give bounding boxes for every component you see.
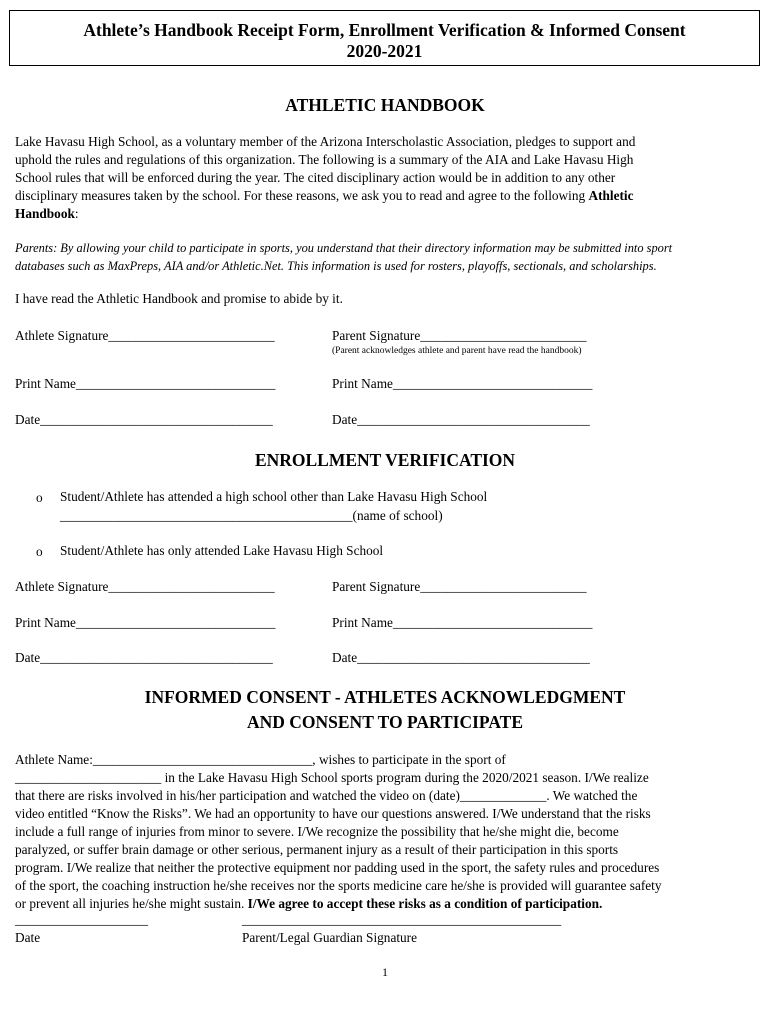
consent-heading: INFORMED CONSENT - ATHLETES ACKNOWLEDGMENT <box>144 687 626 707</box>
consent-date-field[interactable]: ____________________ <box>15 912 148 927</box>
form-title-box <box>9 10 760 66</box>
handbook-date-parent[interactable]: Date___________________________________ <box>332 412 590 427</box>
consent-line: Athlete Name:_________________________________, wishes to participate in the sport of <box>15 752 506 767</box>
parents-notice-line: Parents: By allowing your child to participate in sports, you understand that their directory information may be submitted into sport <box>15 241 673 255</box>
enrollment-athlete-signature[interactable]: Athlete Signature_________________________ <box>15 579 275 594</box>
option-other-school-checkbox[interactable]: o <box>36 490 43 505</box>
handbook-heading: ATHLETIC HANDBOOK <box>285 95 485 115</box>
handbook-date-athlete[interactable]: Date___________________________________ <box>15 412 273 427</box>
consent-line: or prevent all injuries he/she might sustain. I/We agree to accept these risks as a condition of participation. <box>15 896 603 911</box>
enrollment-date-athlete[interactable]: Date___________________________________ <box>15 650 273 665</box>
form-title: Athlete’s Handbook Receipt Form, Enrollment Verification & Informed Consent <box>83 20 686 40</box>
consent-line: video entitled “Know the Risks”. We had an opportunity to have our questions answered. I/We understand that the risks <box>15 806 651 821</box>
intro-line: Handbook: <box>15 206 79 221</box>
consent-body <box>15 751 755 913</box>
handbook-parent-signature[interactable]: Parent Signature_________________________ <box>332 328 587 343</box>
enrollment-parent-signature[interactable]: Parent Signature_________________________ <box>332 579 587 594</box>
consent-line: program. I/We realize that neither the protective equipment nor padding used in the sport, the safety rules and procedures <box>15 860 660 875</box>
handbook-print-name-parent[interactable]: Print Name______________________________ <box>332 376 593 391</box>
option-other-school-label: Student/Athlete has attended a high school other than Lake Havasu High School <box>60 489 488 504</box>
handbook-promise: I have read the Athletic Handbook and promise to abide by it. <box>15 291 343 306</box>
consent-line: that there are risks involved in his/her participation and watched the video on (date)_____________. We watched the <box>15 788 638 803</box>
consent-line: paralyzed, or suffer brain damage or other serious, permanent injury as a result of their participation in this sports <box>15 842 619 857</box>
option-only-lhhs-checkbox[interactable]: o <box>36 544 43 559</box>
intro-line: School rules that will be enforced during the year. The cited disciplinary action would be in addition to any other <box>15 170 616 185</box>
consent-subheading: AND CONSENT TO PARTICIPATE <box>246 712 524 732</box>
consent-line: ______________________ in the Lake Havasu High School sports program during the 2020/2021 season. I/We realize <box>15 770 649 785</box>
parents-notice <box>15 239 755 275</box>
other-school-name-field[interactable]: ____________________________________________(name of school) <box>60 508 443 523</box>
parents-notice-line: databases such as MaxPreps, AIA and/or Athletic.Net. This information is used for rosters, playoffs, sectionals, and scholarships. <box>15 259 657 273</box>
guardian-signature-label: Parent/Legal Guardian Signature <box>242 930 418 945</box>
guardian-signature-field[interactable]: ________________________________________________ <box>242 912 562 927</box>
handbook-parent-note: (Parent acknowledges athlete and parent have read the handbook) <box>332 346 582 356</box>
enrollment-print-name-parent[interactable]: Print Name______________________________ <box>332 615 593 630</box>
consent-line: include a full range of injuries from minor to severe. I/We recognize the possibility that he/she might die, become <box>15 824 619 839</box>
form-year: 2020-2021 <box>346 41 423 61</box>
intro-line: Lake Havasu High School, as a voluntary member of the Arizona Interscholastic Association, pledges to support and <box>15 134 636 149</box>
handbook-intro <box>15 133 755 223</box>
option-only-lhhs-label: Student/Athlete has only attended Lake Havasu High School <box>60 543 384 558</box>
enrollment-print-name-athlete[interactable]: Print Name______________________________ <box>15 615 276 630</box>
intro-line: uphold the rules and regulations of this organization. The following is a summary of the AIA and Lake Havasu High <box>15 152 634 167</box>
consent-date-label: Date <box>15 930 41 945</box>
handbook-athlete-signature[interactable]: Athlete Signature_________________________ <box>15 328 275 343</box>
enrollment-date-parent[interactable]: Date___________________________________ <box>332 650 590 665</box>
enrollment-heading: ENROLLMENT VERIFICATION <box>254 450 516 470</box>
handbook-print-name-athlete[interactable]: Print Name______________________________ <box>15 376 276 391</box>
page-number: 1 <box>382 965 388 979</box>
consent-line: of the sport, the coaching instruction he/she receives nor the sports medicine care he/she is provided will guarantee safety <box>15 878 662 893</box>
intro-line: disciplinary measures taken by the school. For these reasons, we ask you to read and agree to the following Athletic <box>15 188 634 203</box>
